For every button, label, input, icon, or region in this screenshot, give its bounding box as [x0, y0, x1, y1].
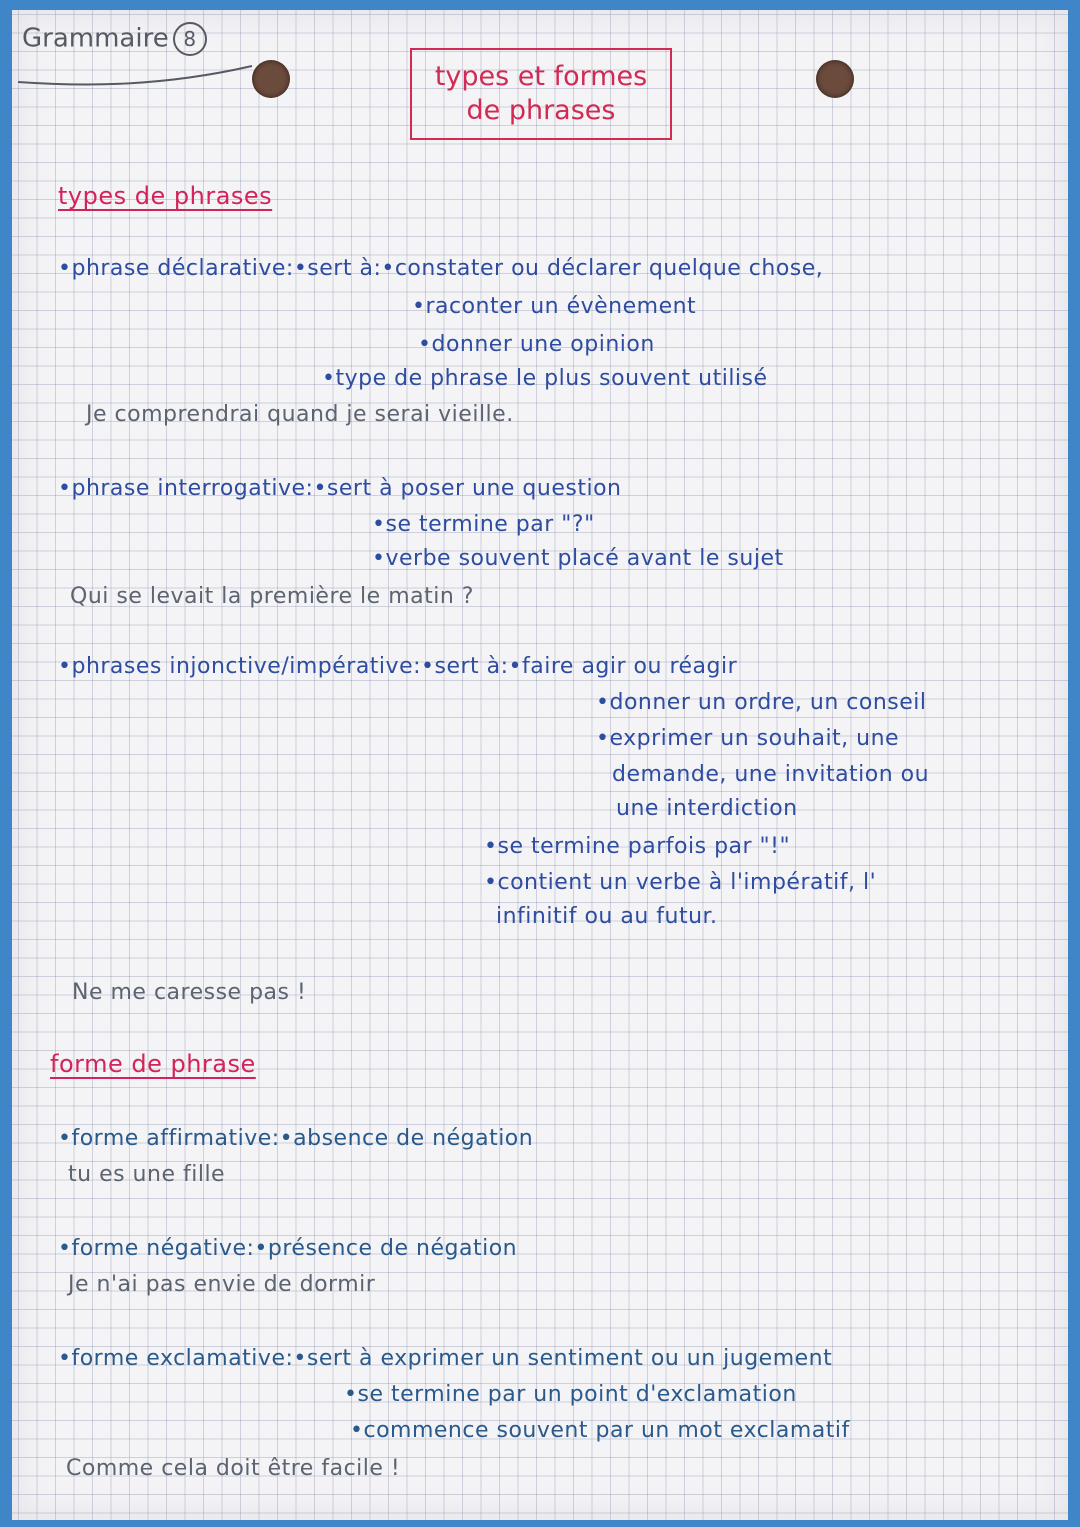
section-heading-forme: forme de phrase [50, 1050, 256, 1078]
injonctive-example: Ne me caresse pas ! [72, 980, 307, 1005]
exclamative-item-1: •se termine par un point d'exclamation [344, 1382, 797, 1407]
exclamative-label: •forme exclamative:•sert à exprimer un sentiment ou un jugement [58, 1346, 833, 1371]
interrogative-example: Qui se levait la première le matin ? [70, 584, 474, 609]
injonctive-item-2: •exprimer un souhait, une [596, 726, 900, 751]
negative-example: Je n'ai pas envie de dormir [68, 1272, 376, 1297]
punch-hole-right [816, 60, 854, 98]
injonctive-note-2: •contient un verbe à l'impératif, l' [484, 870, 877, 895]
declarative-item-2: •donner une opinion [418, 332, 655, 357]
page-header [22, 22, 207, 56]
affirmative-example: tu es une fille [68, 1162, 226, 1187]
injonctive-note-1: •se termine parfois par "!" [484, 834, 791, 859]
exclamative-item-2: •commence souvent par un mot exclamatif [350, 1418, 850, 1443]
header-label: Grammaire [22, 23, 169, 54]
injonctive-note-3: infinitif ou au futur. [496, 904, 718, 929]
negative-label: •forme négative:•présence de négation [58, 1236, 518, 1261]
affirmative-label: •forme affirmative:•absence de négation [58, 1126, 534, 1151]
interrogative-label: •phrase interrogative:•sert à poser une question [58, 476, 622, 501]
injonctive-label: •phrases injonctive/impérative:•sert à:•faire agir ou réagir [58, 654, 738, 679]
interrogative-item-1: •se termine par "?" [372, 512, 595, 537]
declarative-note: •type de phrase le plus souvent utilisé [322, 366, 768, 391]
punch-hole-left [252, 60, 290, 98]
declarative-label: •phrase déclarative:•sert à:•constater ou déclarer quelque chose, [58, 256, 824, 281]
title-line-2: de phrases [466, 95, 616, 126]
injonctive-item-1: •donner un ordre, un conseil [596, 690, 927, 715]
section-heading-types: types de phrases [58, 182, 273, 210]
interrogative-item-2: •verbe souvent placé avant le sujet [372, 546, 784, 571]
header-underline [16, 60, 256, 94]
injonctive-item-3: demande, une invitation ou [612, 762, 930, 787]
title-line-1: types et formes [434, 61, 648, 92]
injonctive-item-4: une interdiction [616, 796, 798, 821]
exclamative-example: Comme cela doit être facile ! [66, 1456, 401, 1481]
title-box [410, 48, 672, 140]
declarative-item-1: •raconter un évènement [412, 294, 697, 319]
declarative-example: Je comprendrai quand je serai vieille. [86, 402, 514, 427]
page-number-badge: 8 [173, 22, 207, 56]
